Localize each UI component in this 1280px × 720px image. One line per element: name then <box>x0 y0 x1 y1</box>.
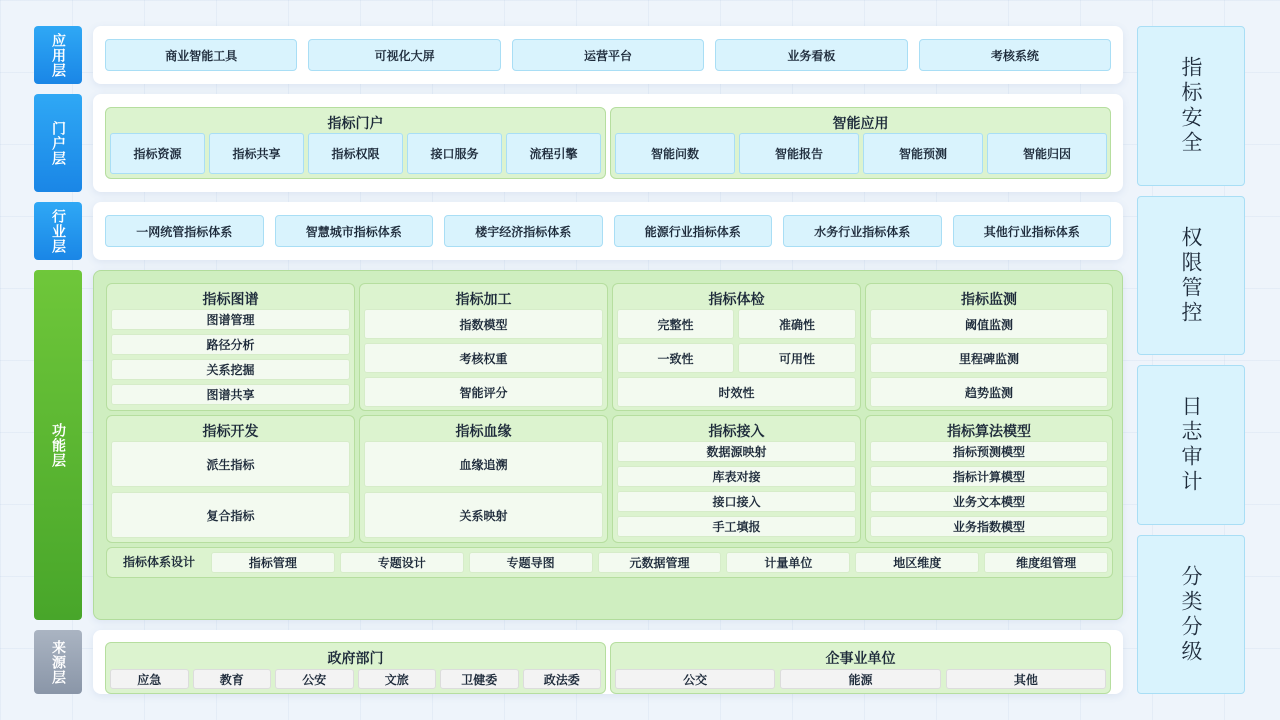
design-items-row <box>211 552 1108 573</box>
development-item[interactable]: 派生指标 <box>111 441 350 487</box>
portal-item[interactable]: 指标共享 <box>209 133 304 174</box>
graph-group-title: 指标图谱 <box>202 292 259 308</box>
app-item[interactable]: 可视化大屏 <box>308 39 500 71</box>
monitoring-item[interactable]: 里程碑监测 <box>870 343 1108 373</box>
app-item[interactable]: 业务看板 <box>715 39 907 71</box>
algorithm-item[interactable]: 指标预测模型 <box>870 441 1108 462</box>
lineage-group <box>359 415 608 543</box>
design-item[interactable]: 计量单位 <box>726 552 850 573</box>
gov-group-title: 政府部门 <box>327 651 384 667</box>
security-box[interactable] <box>1137 26 1245 186</box>
checkup-item[interactable]: 完整性 <box>617 309 734 339</box>
layer-label-portal: 门户层 <box>34 94 82 192</box>
industry-item[interactable]: 其他行业指标体系 <box>953 215 1112 247</box>
processing-item[interactable]: 智能评分 <box>364 377 603 407</box>
permission-label: 权限管控 <box>1179 225 1203 326</box>
graph-group <box>106 283 355 411</box>
audit-label: 日志审计 <box>1179 395 1203 495</box>
app-item[interactable]: 运营平台 <box>512 39 704 71</box>
gov-items-row <box>110 669 601 689</box>
ingest-item[interactable]: 手工填报 <box>617 516 856 537</box>
portal-item[interactable]: 流程引擎 <box>506 133 601 174</box>
gov-item[interactable]: 公安 <box>275 669 354 689</box>
ingest-item[interactable]: 接口接入 <box>617 491 856 512</box>
lineage-group-title: 指标血缘 <box>455 424 512 440</box>
gov-item[interactable]: 政法委 <box>523 669 602 689</box>
design-item[interactable]: 专题设计 <box>340 552 464 573</box>
enterprise-group <box>610 642 1111 694</box>
portal-layer-panel <box>93 94 1123 192</box>
portal-item[interactable]: 接口服务 <box>407 133 502 174</box>
layer-label-source: 来源层 <box>34 630 82 694</box>
processing-item[interactable]: 考核权重 <box>364 343 603 373</box>
processing-group-title: 指标加工 <box>455 292 512 308</box>
industry-item[interactable]: 能源行业指标体系 <box>614 215 773 247</box>
smart-app-item[interactable]: 智能报告 <box>739 133 859 174</box>
checkup-item[interactable]: 时效性 <box>617 377 856 407</box>
smart-app-item[interactable]: 智能问数 <box>615 133 735 174</box>
app-items-row <box>105 39 1111 71</box>
enterprise-item[interactable]: 公交 <box>615 669 775 689</box>
algorithm-item[interactable]: 指标计算模型 <box>870 466 1108 487</box>
smart-app-group <box>610 107 1111 179</box>
industry-item[interactable]: 水务行业指标体系 <box>783 215 942 247</box>
smart-app-group-title: 智能应用 <box>832 116 889 132</box>
industry-items-row <box>105 215 1111 247</box>
checkup-item[interactable]: 可用性 <box>738 343 856 373</box>
industry-item[interactable]: 智慧城市指标体系 <box>275 215 434 247</box>
design-label: 指标体系设计 <box>123 555 196 569</box>
ingest-group-title: 指标接入 <box>708 424 765 440</box>
smart-app-item[interactable]: 智能归因 <box>987 133 1107 174</box>
classification-box[interactable] <box>1137 535 1245 694</box>
checkup-group <box>612 283 861 411</box>
function-layer-panel <box>93 270 1123 620</box>
design-item[interactable]: 专题导图 <box>469 552 593 573</box>
checkup-item[interactable]: 一致性 <box>617 343 734 373</box>
lineage-item[interactable]: 血缘追溯 <box>364 441 603 487</box>
industry-layer-panel <box>93 202 1123 260</box>
graph-item[interactable]: 路径分析 <box>111 334 350 355</box>
ingest-group <box>612 415 861 543</box>
graph-item[interactable]: 图谱共享 <box>111 384 350 405</box>
industry-item[interactable]: 楼宇经济指标体系 <box>444 215 603 247</box>
monitoring-group <box>865 283 1113 411</box>
design-row <box>106 547 1113 578</box>
development-item[interactable]: 复合指标 <box>111 492 350 538</box>
monitoring-group-title: 指标监测 <box>961 292 1017 308</box>
security-label: 指标安全 <box>1179 56 1203 156</box>
audit-box[interactable] <box>1137 365 1245 525</box>
processing-group <box>359 283 608 411</box>
development-group-title: 指标开发 <box>202 424 259 440</box>
development-group <box>106 415 355 543</box>
gov-group <box>105 642 606 694</box>
gov-item[interactable]: 文旅 <box>358 669 437 689</box>
app-item[interactable]: 商业智能工具 <box>105 39 297 71</box>
design-item[interactable]: 指标管理 <box>211 552 335 573</box>
checkup-item[interactable]: 准确性 <box>738 309 856 339</box>
monitoring-item[interactable]: 趋势监测 <box>870 377 1108 407</box>
ingest-item[interactable]: 库表对接 <box>617 466 856 487</box>
algorithm-group <box>865 415 1113 543</box>
portal-group-title: 指标门户 <box>327 116 384 132</box>
smart-app-item[interactable]: 智能预测 <box>863 133 983 174</box>
gov-item[interactable]: 卫健委 <box>440 669 519 689</box>
portal-group <box>105 107 606 179</box>
permission-box[interactable] <box>1137 196 1245 355</box>
design-item[interactable]: 地区维度 <box>855 552 979 573</box>
app-item[interactable]: 考核系统 <box>919 39 1111 71</box>
processing-item[interactable]: 指数模型 <box>364 309 603 339</box>
algorithm-group-title: 指标算法模型 <box>947 424 1031 440</box>
enterprise-group-title: 企事业单位 <box>825 651 896 667</box>
enterprise-item[interactable]: 能源 <box>780 669 940 689</box>
algorithm-item[interactable]: 业务指数模型 <box>870 516 1108 537</box>
layer-label-app: 应用层 <box>34 26 82 84</box>
design-item[interactable]: 元数据管理 <box>598 552 722 573</box>
graph-item[interactable]: 图谱管理 <box>111 309 350 330</box>
enterprise-item[interactable]: 其他 <box>946 669 1106 689</box>
app-layer-panel <box>93 26 1123 84</box>
checkup-group-title: 指标体检 <box>708 292 765 308</box>
layer-label-function: 功能层 <box>34 270 82 620</box>
lineage-item[interactable]: 关系映射 <box>364 492 603 538</box>
classification-label: 分类分级 <box>1179 564 1203 665</box>
enterprise-items-row <box>615 669 1106 689</box>
ingest-item[interactable]: 数据源映射 <box>617 441 856 462</box>
gov-item[interactable]: 教育 <box>193 669 272 689</box>
layer-label-industry: 行业层 <box>34 202 82 260</box>
gov-item[interactable]: 应急 <box>110 669 189 689</box>
portal-item[interactable]: 指标权限 <box>308 133 403 174</box>
graph-item[interactable]: 关系挖掘 <box>111 359 350 380</box>
source-layer-panel <box>93 630 1123 694</box>
algorithm-item[interactable]: 业务文本模型 <box>870 491 1108 512</box>
portal-item[interactable]: 指标资源 <box>110 133 205 174</box>
design-item[interactable]: 维度组管理 <box>984 552 1108 573</box>
industry-item[interactable]: 一网统管指标体系 <box>105 215 264 247</box>
monitoring-item[interactable]: 阈值监测 <box>870 309 1108 339</box>
